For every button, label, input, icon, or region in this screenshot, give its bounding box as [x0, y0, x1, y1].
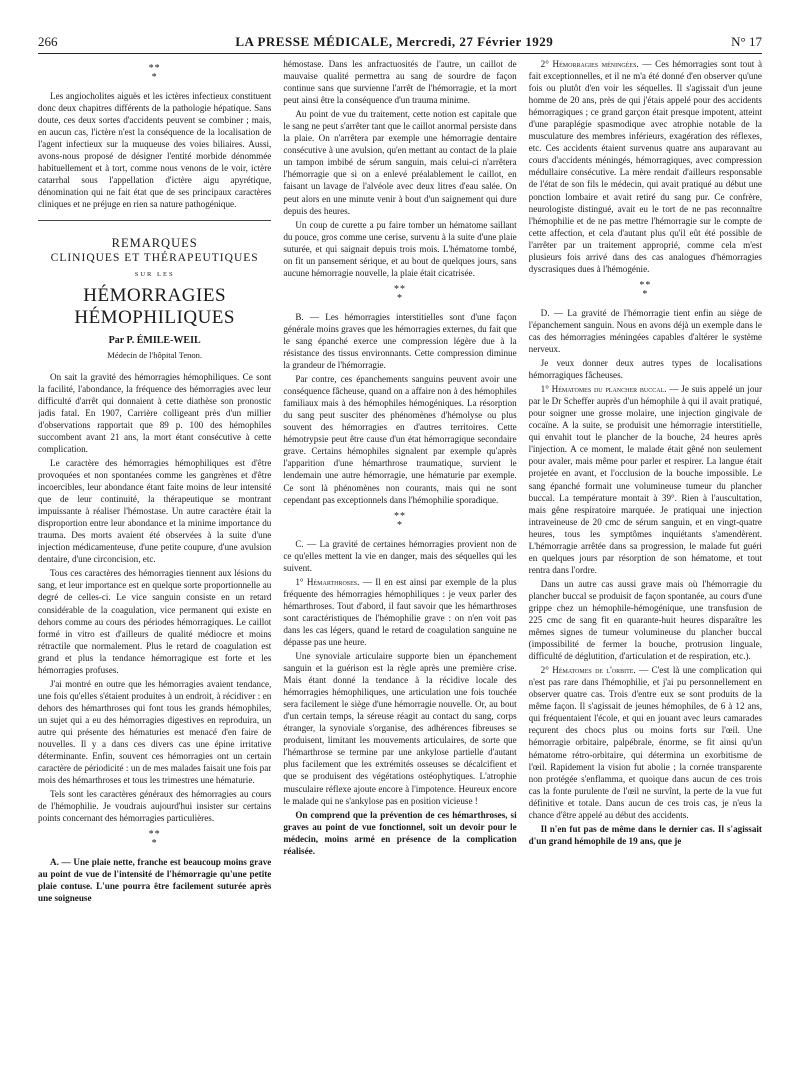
- paragraph: On comprend que la prévention de ces hémarthroses, si graves au point de vue fonctionnel, soit un devoir pour le médecin, moins armé en présence de la complication réalisée.: [283, 809, 517, 856]
- paragraph: [529, 664, 762, 821]
- heading-line: CLINIQUES ET THÉRAPEUTIQUES: [50, 252, 259, 265]
- divider: [38, 220, 271, 221]
- paragraph: D. — La gravité de l'hémorragie tient enfin au siège de l'épanchement sanguin. Nous en avons déjà un exemple dans le cas des hémorragies méningées capables d'altérer le système nerveux.: [528, 307, 762, 354]
- paragraph: Je veux donner deux autres types de localisations hémorragiques fâcheuses.: [528, 358, 762, 381]
- subsection-title: 1° Hématomes du plancher buccal.: [540, 384, 667, 395]
- subsection-title: 2° Hémorragies méningées.: [540, 59, 639, 69]
- paragraph: J'ai montré en outre que les hémorragies avaient tendance, une fois qu'elles s'étaient produites à un endroit, à récidiver : en dehors des hémarthroses qui font tous les grands hémophiles, un sujet qui a eu des hémorragies digestives en reproduira, un autre qui présente des hématuries est menacé d'en faire de nouvelles. Il y a dans ces divers cas une épine irritative déterminante. Enfin, souvent ces hémorragies ont un certain caractère de périodicité : un de mes malades faisait une fois par mois des hémarthroses et tous les trimestres une hématurie.: [38, 678, 272, 786]
- paragraph: [529, 383, 762, 576]
- paragraph: Un coup de curette a pu faire tomber un hématome saillant du pouce, gros comme une cerise, survenu à la suite d'une plaie suturée, et qui saignait depuis trois mois. L'hématome tombé, on fit un pansement sérique, et au bout de quelques jours, sans aucune hémorragie nouvelle, la plaie était cicatrisée.: [283, 219, 517, 278]
- journal-title: LA PRESSE MÉDICALE, Mercredi, 27 Février 1929: [235, 34, 554, 49]
- subsection-text: — C'est là une complication qui n'est pas rare dans l'hémophilie, et j'ai pu personnellement en observer quatre cas. Trois d'entre eux se sont produits de la même façon. Il s'agissait de jeunes hémophiles, de 6 à 12 ans, qui fréquentaient l'école, et qui en jouant avec leurs camarades reçurent des chocs plus ou moins forts sur l'œil. Une hémorragie orbitaire, palpébrale, énorme, se fit ainsi qu'un hématome rétro-orbitaire, qui détermina un exorbitisme de l'œil. Rapidement la vision fut abolie ; la cornée transparente non protégée s'enflamma, et quoique dans aucun de ces trois cas la fonte purulente de l'œil ne survînt, la perte de la vue fut définitive et totale. Dans aucun de ces trois cas, je n'eus la chance d'être appelé au début des accidents.: [528, 665, 762, 820]
- paragraph: Tous ces caractères des hémorragies tiennent aux lésions du sang, et leur importance est en quelque sorte proportionnelle au degré de celles-ci. Le vice sanguin consiste en un retard considérable de la coagulation, vice permanent qui existe en dehors comme au cours des périodes hémorragiques. Le caillot formé in vitro est d'ailleurs de qualité médiocre et moins rétractile que normalement. Plus le retard de coagulation est grand et plus la tendance hémorragique est forte et les hémorragies profuses.: [38, 568, 272, 675]
- paragraph: Le caractère des hémorragies hémophiliques est d'être provoquées et non spontanées comme les gangrènes et d'être incoercibles, leur abondance étant faite moins de leur intensité que de leur continuité, la thérapeutique se montrant impuissante à réaliser l'hémostase. Un autre caractère était la disproportion entre leur abondance et la minime importance du trauma. Des morts avaient été observées à la suite d'une injection médicamenteuse, d'une petite coupure, d'une avulsion dentaire, d'une circoncision, etc.: [38, 457, 272, 565]
- paragraph: Une synoviale articulaire supporte bien un épanchement sanguin et la guérison est la règle après une première crise. Mais étant donné la tendance à la récidive locale des hémorragies hémophiliques, une articulation une fois touchée sera facilement le siège d'une hémorragie nouvelle. Or, au bout d'un certain temps, la séreuse réagit au contact du sang, corps étranger, la synoviale s'organise, des adhérences fibreuses se produisent, limitant les mouvements articulaires, de sorte que l'hémarthrose se termine par une ankylose partielle d'autant plus facilement que les extrémités osseuses se décalcifient et que se produisent des végétations ostéophytiques. L'atrophie musculaire réflexe ajoute encore à l'impotence. Heureux encore le malade qui ne s'ankylose pas en position vicieuse !: [283, 651, 517, 806]
- section-stars: ** *: [393, 510, 406, 531]
- subsection-title: 2° Hématomes de l'orbite.: [540, 665, 636, 676]
- section-stars: ** *: [639, 279, 652, 300]
- paragraph: Dans un autre cas aussi grave mais où l'hémorragie du plancher buccal se produisit de façon spontanée, au cours d'une grippe chez un hémophile-hémogénique, une transfusion de 225 cmc de sang fit en quarante-huit heures disparaître les mêmes signes de tumeur volumineuse du plancher buccal (impossibilité de fermer la bouche, protrusion linguale, difficulté de déglutition, d'articulation et de respiration, etc.).: [528, 578, 762, 662]
- column-middle: [283, 58, 516, 1064]
- paragraph: B. — Les hémorragies interstitielles sont d'une façon générale moins graves que les hémorragies externes, du fait que le sang épanché exerce une compression légère due à la résistance des tissus environnants. Cette compression diminue la grandeur de l'hémorragie.: [283, 311, 517, 371]
- paragraph: [283, 576, 516, 648]
- paragraph: Les angiocholites aiguës et les ictères infectieux constituent donc deux chapitres différents de la pathologie hépatique. Sans doute, ces deux sortes d'accidents peuvent se combiner ; mais, en aucun cas, l'ictère n'est la conséquence de la localisation de l'agent infectieux sur la muqueuse des voies biliaires. Aussi, avons-nous proposé de désigner l'entité morbide dénommée habituellement et à tort, comme nous venons de le voir, ictère catarrhal sous l'appellation d'ictère aigu apyrétique, dénomination qui ne fait état que de ses principaux caractères cliniques et ne préjuge en rien sa nature pathogénique.: [38, 91, 272, 210]
- paragraph: Il n'en fut pas de même dans le dernier cas. Il s'agissait d'un grand hémophile de 19 ans, que je: [528, 823, 762, 846]
- section-stars: ** *: [393, 283, 406, 304]
- section-stars: ** *: [148, 829, 161, 850]
- paragraph: A. — Une plaie nette, franche est beaucoup moins grave au point de vue de l'intensité de l'hémorragie qu'une petite plaie contuse. L'une pourra être facilement suturée après une soigneuse: [38, 857, 272, 904]
- byline: Par P. ÉMILE-WEIL: [108, 334, 201, 346]
- subsection-title: 1° Hémarthroses.: [295, 576, 360, 587]
- section-stars: ** *: [148, 63, 161, 83]
- paragraph: On sait la gravité des hémorragies hémophiliques. Ce sont la facilité, l'abondance, la fréquence des hémorragies avec leur difficulté d'arrêt qui donnaient à cette diathèse son pronostic jadis fatal. En 1907, Carrière colligeant près d'un millier d'observations rapportait que 89 p. 100 des hémophiles succombent avant 21 ans, la mort étant consécutive à cette complication.: [38, 371, 272, 454]
- heading-line: SUR LES: [134, 271, 175, 279]
- paragraph: Par contre, ces épanchements sanguins peuvent avoir une conséquence fâcheuse, quand on a affaire non à des hémophiles familiaux mais à des hémophiles hémogéniques. La résorption du sang peut susciter des phénomènes d'hémolyse ou plus souvent des hémorragies en d'autres territoires. Cette hémotrypsie peut être cause d'un état hémorragique secondaire grave. Certains hémophiles signalent par exemple qu'après l'apparition d'une hémarthrose traumatique, survient le lendemain une autre hémorragie, une hématurie par exemple. Ce sont là phénomènes non courants, mais qui ne sont cependant pas exceptionnels dans l'hémophilie sporadique.: [283, 374, 517, 505]
- page-number: 266: [38, 34, 58, 49]
- column-left: [38, 58, 271, 1064]
- issue-number: N° 17: [731, 34, 762, 49]
- article-columns: [38, 58, 762, 1064]
- column-right: [529, 58, 762, 1064]
- paragraph: hémostase. Dans les anfractuosités de l'autre, un caillot de mauvaise qualité permettra au sang de sourdre de façon continue sans que survienne l'arrêt de l'hémorragie, et la mort peut ainsi être la conséquence d'un trauma minime.: [283, 59, 517, 106]
- subsection-text: — Je suis appelé un jour par le Dr Scheffer auprès d'un hémophile à qui il avait pratiqué, pour soigner une grosse molaire, une injection gingivale de cocaïne. A la suite, se produisit une hémorragie interstitielle, qui envahit tout le plancher de la bouche, 24 heures après l'injection. A ce moment, le malade était gêné non seulement pour avaler, mais même pour parler et respirer. La langue était projetée en avant, et l'occlusion de la bouche impossible. Le sang épanché formait une volumineuse tumeur du plancher buccal. La température montait à 39°. Rien à l'auscultation, mais gêne respiratoire marquée. Je pratiquai une injection intraveineuse de 20 cmc de sérum sanguin, et en vingt-quatre heures, tous les symptômes inquiétants s'amendèrent. L'hémorragie arrêtée dans sa progression, le malade fut guéri en quelques jours par résorption de son hématome, et tout rentra dans l'ordre.: [528, 384, 762, 575]
- paragraph: [529, 58, 762, 275]
- subsection-text: — Ces hémorragies sont tout à fait exceptionnelles, et il ne m'a été donné d'en observer qu'une fois ou plutôt d'en voir les séquelles. Il s'agissait d'un jeune homme de 20 ans, près de qui j'étais appelé pour des accidents hémorragiques ; ce grand garçon était presque impotent, atteint d'une paraplégie spasmodique avec atrophie notable de la musculature des membres inférieurs, exagération des réflexes, etc. Ces accidents étaient survenus quatre ans auparavant au cours d'accidents méningés, hémorragiques, avec compression médullaire consécutive. La mère rendait d'ailleurs responsable de l'état de son fils le médecin, qui avait pratiqué au début une ponction lombaire et avait retiré du sang pur. Ce confrère, neurologiste distingué, avait eu le tort de ne pas reconnaître l'hémophilie et de ne pas mettre l'hémorragie sur le compte de cette affection, et cela d'autant plus qu'il eût été possible de l'arrêter par un traitement approprié, comme cela m'est plusieurs fois arrivé dans des cas analogues d'hémorragies dyscrasiques dues à l'hémogénie.: [528, 59, 762, 274]
- article-heading: [38, 235, 271, 360]
- paragraph: Tels sont les caractères généraux des hémorragies au cours de l'hémophilie. Je voudrais aujourd'hui insister sur certains points concernant des hémorragies particulières.: [38, 789, 272, 824]
- paragraph: Au point de vue du traitement, cette notion est capitale que le sang ne peut s'arrêter tant que le caillot anormal persiste dans la plaie. On n'arrêtera par exemple une hémorragie dentaire consécutive à une avulsion, qu'en mettant au contact de la plaie un tampon imbibé de sérum sanguin, mais celui-ci n'arrêtera l'hémorragie que si on a enlevé préalablement le caillot, en faisant un lavage de l'alvéole avec deux litres d'eau salée. On peut alors en une minute venir à bout d'un saignement qui dure depuis des heures.: [283, 109, 517, 216]
- heading-line: REMARQUES: [111, 236, 198, 251]
- paragraph: C. — La gravité de certaines hémorragies provient non de ce qu'elles mettent la vie en danger, mais des séquelles qui les suivent.: [283, 538, 517, 573]
- affiliation: Médecin de l'hôpital Tenon.: [107, 349, 203, 360]
- subsection-text: — Il en est ainsi par exemple de la plus fréquente des hémorragies hémophiliques : je veux parler des hémarthroses. Tout d'abord, il faut savoir que les hémarthroses sont caractéristiques de l'hémophilie grave : on n'en voit pas dans les cas légers, quand le retard de coagulation sanguine ne dépasse pas une heure.: [283, 576, 517, 647]
- page-header: [38, 28, 762, 54]
- article-title: HÉMORRAGIES HÉMOPHILIQUES: [74, 284, 235, 328]
